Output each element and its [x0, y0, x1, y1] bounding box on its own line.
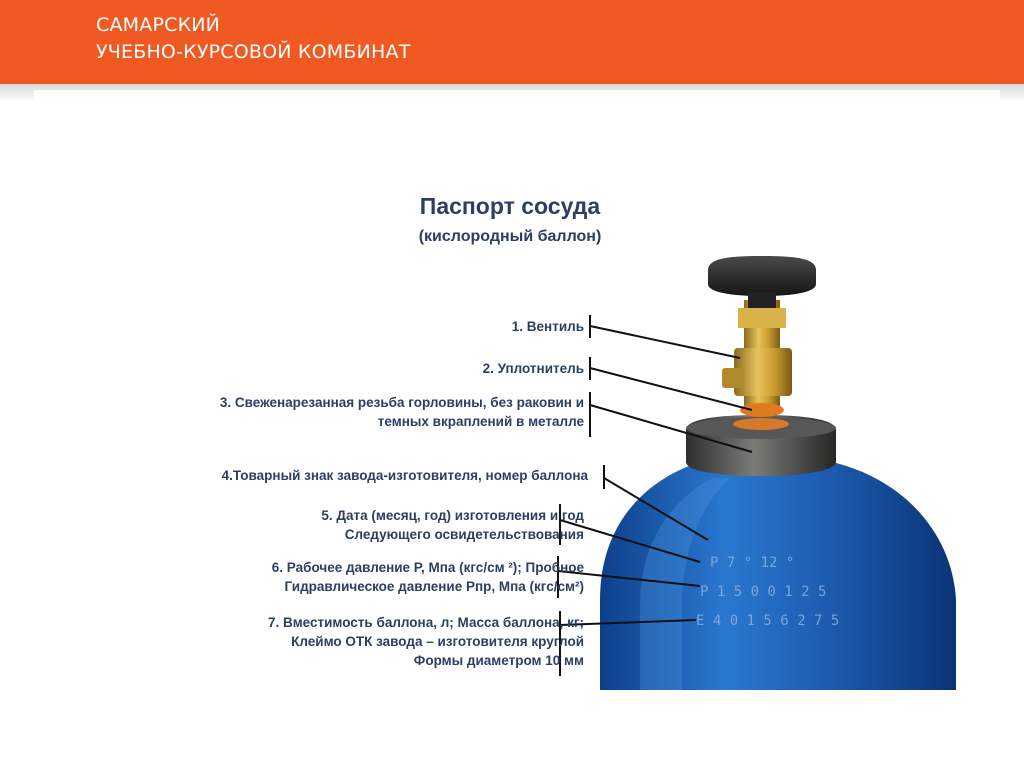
label-pressure-line-1: 6. Рабочее давление Р, Мпа (кгс/см ²); Пробное [271, 560, 584, 575]
valve-handwheel [708, 256, 816, 296]
label-pressure-line-2: Гидравлическое давление Рпр, Мпа (кгс/см²) [284, 579, 584, 594]
label-seal-line-1: 2. Уплотнитель [482, 361, 584, 376]
label-capacity-line-1: 7. Вместимость баллона, л; Масса баллона, кг; [267, 615, 584, 630]
leader-1 [590, 326, 740, 358]
organization-name-line-2: УЧЕБНО-КУРСОВОЙ КОМБИНАТ [96, 41, 411, 63]
label-trademark-line-1: 4.Товарный знак завода-изготовителя, номер баллона [221, 468, 588, 483]
stamp-capacity: Е 4 0 1 5 6 2 7 5 [696, 613, 840, 629]
diagram-subtitle: (кислородный баллон) [418, 228, 602, 245]
neck-opening [733, 418, 789, 430]
label-capacity-line-2: Клеймо ОТК завода – изготовителя круглой [291, 634, 584, 649]
label-capacity-line-3: Формы диаметром 10 мм [413, 653, 584, 668]
valve-seal [740, 403, 784, 417]
label-valve-line-1: 1. Вентиль [511, 319, 584, 334]
valve-collar [738, 308, 786, 328]
label-neck-thread-line-1: 3. Свеженарезанная резьба горловины, без раковин и [219, 395, 584, 410]
label-trademark [222, 466, 588, 485]
valve-spindle [748, 292, 776, 308]
label-valve [512, 317, 584, 336]
organization-name-line-1: САМАРСКИЙ [96, 14, 221, 36]
label-manufacture-date-line-1: 5. Дата (месяц, год) изготовления и год [321, 508, 584, 523]
stamp-pressure: Р 1 5 0 0 1 2 5 [700, 584, 827, 600]
diagram-title: Паспорт сосуда [419, 193, 601, 219]
label-capacity [268, 613, 584, 670]
label-manufacture-date-line-2: Следующего освидетельствования [344, 527, 584, 542]
valve-side-port [722, 368, 744, 388]
label-neck-thread-line-2: темных вкраплений в металле [377, 414, 584, 429]
label-seal [483, 359, 584, 378]
label-neck-thread [220, 393, 584, 431]
stamp-date: Р 7 ° 12 ° [710, 555, 795, 571]
label-pressure [272, 558, 584, 596]
label-manufacture-date [321, 506, 584, 544]
